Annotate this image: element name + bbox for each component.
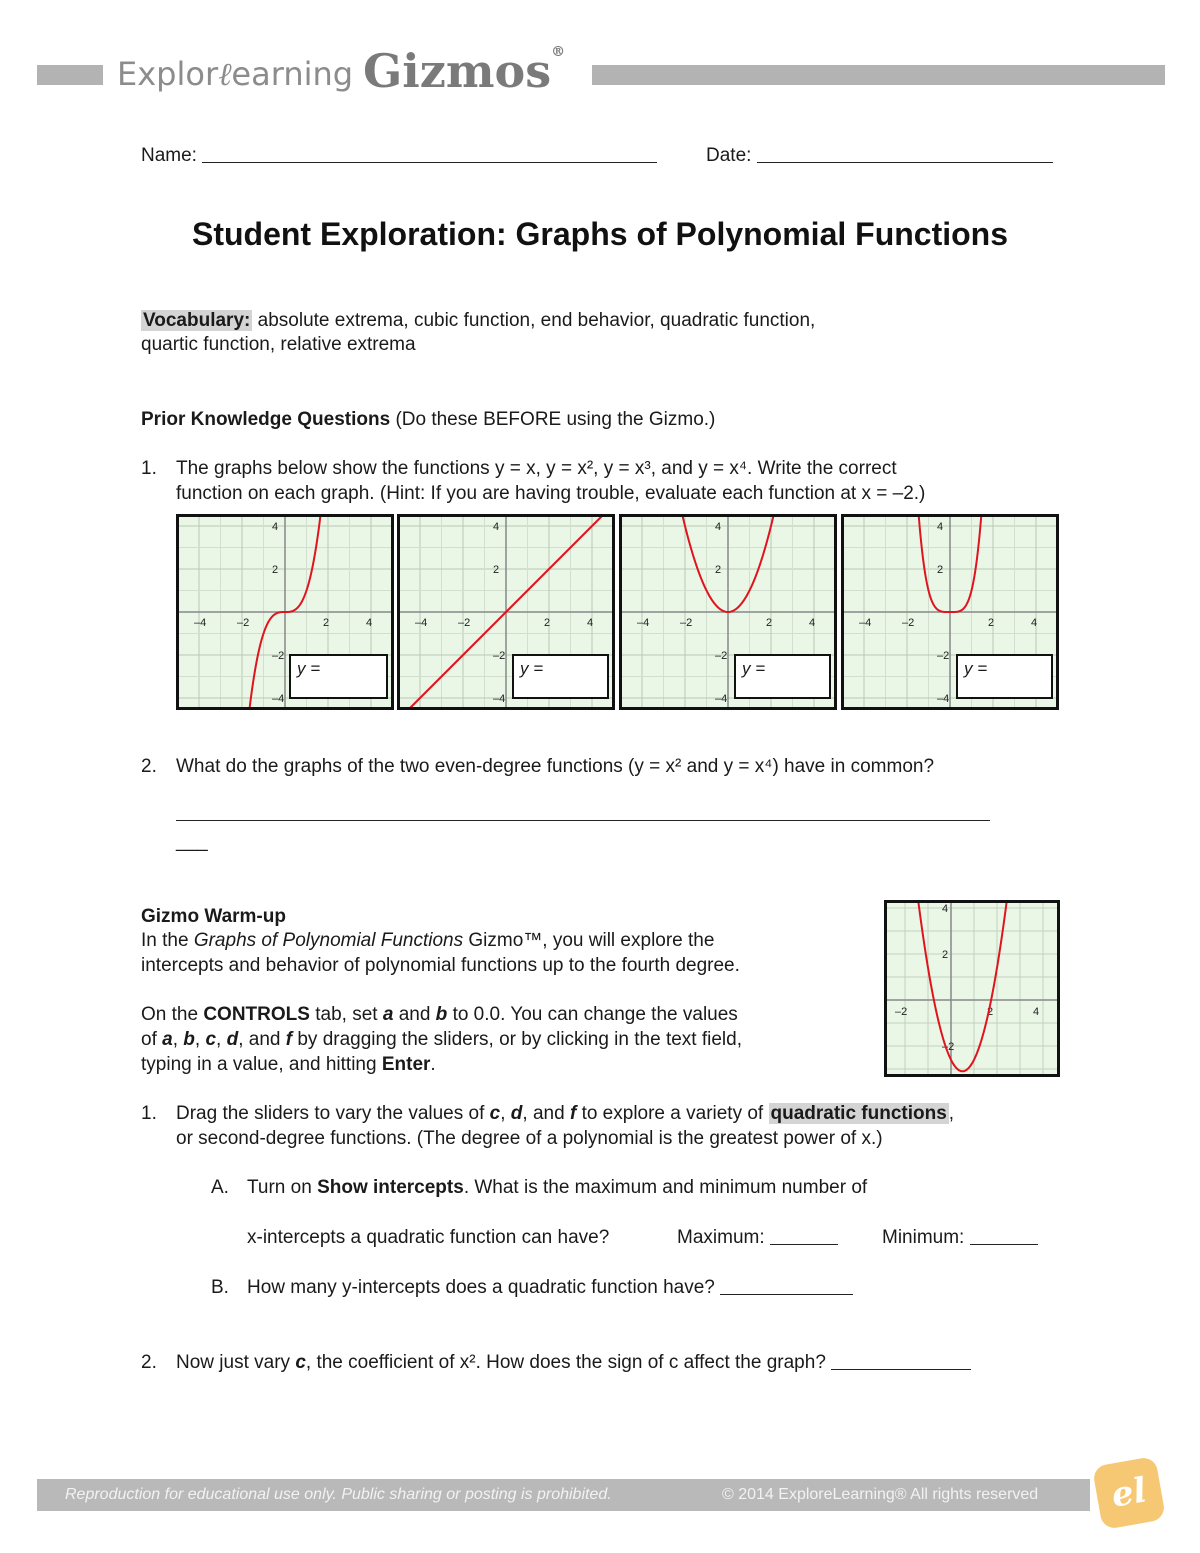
footer-copyright: © 2014 ExploreLearning® All rights reserved [722, 1486, 1039, 1503]
prior-knowledge-heading [141, 408, 715, 432]
maximum-answer-line[interactable] [770, 1227, 838, 1245]
explorelearning-logo [117, 55, 353, 93]
answer-box-2-label: y = [520, 659, 544, 678]
q1-line-2: or second-degree functions. (The degree of a polynomial is the greatest power of x.) [176, 1128, 883, 1149]
prior-q1-line-2: function on each graph. (Hint: If you are having trouble, evaluate each function at x = –2.) [176, 483, 926, 504]
x-tick-label: 4 [1033, 1006, 1040, 1018]
date-line[interactable] [757, 144, 1053, 163]
logo-script-l: ℓ [218, 55, 232, 93]
answer-box-3-label: y = [742, 659, 766, 678]
x-tick-label: –2 [895, 1006, 908, 1018]
x-tick-label: 4 [587, 617, 594, 629]
prior-heading-note: (Do these BEFORE using the Gizmo.) [395, 409, 716, 430]
y-tick-label: 2 [272, 564, 279, 576]
qA-maximum [677, 1226, 838, 1250]
logo-part-2: earning [231, 55, 354, 93]
graph-quartic [841, 514, 1059, 710]
var-b: b [435, 1004, 448, 1025]
q2-line [176, 1351, 971, 1375]
y-tick-label: –2 [272, 650, 285, 662]
q2-var-c: c [295, 1352, 306, 1373]
y-tick-label: –2 [493, 650, 506, 662]
q1-var-c: c [489, 1103, 501, 1124]
q2-b: , the coefficient of x². How does the sign of c affect the graph? [305, 1352, 826, 1373]
el-badge-text: el [1108, 1470, 1150, 1516]
y-tick-label: 2 [493, 564, 500, 576]
prior-q2-number: 2. [141, 756, 157, 777]
prior-q2-tail: ___ [176, 831, 208, 852]
p2-line-3-a: typing in a value, and hitting [141, 1054, 377, 1075]
answer-box-2[interactable] [512, 654, 609, 699]
answer-box-4[interactable] [956, 654, 1053, 699]
p2-d: to 0.0. You can change the values [452, 1004, 738, 1025]
header-bar-left [37, 65, 103, 85]
y-tick-label: –4 [715, 693, 728, 705]
var-c: c [205, 1029, 217, 1050]
warmup-p2-line-2: of a, b, c, d, and f by dragging the sliders, or by clicking in the text field, [141, 1029, 742, 1050]
x-tick-label: –2 [237, 617, 250, 629]
qA-line-1 [247, 1176, 867, 1200]
q1-b: to explore a variety of [581, 1103, 764, 1124]
p2-c: and [398, 1004, 431, 1025]
p2-of: of [141, 1029, 157, 1050]
answer-box-3[interactable] [734, 654, 831, 699]
qA-minimum [882, 1226, 1038, 1250]
q1-var-f: f [569, 1103, 577, 1124]
gizmos-logo [363, 44, 565, 98]
el-badge-icon [1092, 1456, 1166, 1530]
prior-heading-bold: Prior Knowledge Questions [141, 409, 391, 430]
x-tick-label: 2 [323, 617, 330, 629]
warmup-p2-line-3: typing in a value, and hitting Enter. [141, 1054, 436, 1075]
graph-linear [397, 514, 615, 710]
date-label: Date: [706, 145, 752, 166]
y-tick-label: 4 [942, 903, 949, 915]
x-tick-label: 2 [766, 617, 773, 629]
warmup-p1-line-2: intercepts and behavior of polynomial functions up to the fourth degree. [141, 955, 740, 976]
y-tick-label: –2 [942, 1041, 955, 1053]
warmup-p2-line-1 [141, 1003, 738, 1027]
x-tick-label: 2 [988, 617, 995, 629]
y-tick-label: 2 [937, 564, 944, 576]
answer-box-1[interactable] [289, 654, 388, 699]
qA-line-2-text: x-intercepts a quadratic function can have? [247, 1227, 610, 1248]
q2-answer-line[interactable] [831, 1352, 971, 1370]
var-b-2: b [183, 1029, 195, 1050]
vocabulary-label: Vocabulary: [143, 310, 251, 331]
maximum-label: Maximum: [677, 1227, 765, 1248]
footer-bar [37, 1479, 1090, 1511]
graph-cubic [176, 514, 394, 710]
minimum-label: Minimum: [882, 1227, 965, 1248]
gizmos-wordmark: Gizmos [363, 44, 552, 98]
header-bar-right [592, 65, 1165, 85]
registered-mark: ® [551, 44, 566, 60]
q1-a: Drag the sliders to vary the values of [176, 1103, 485, 1124]
x-tick-label: 2 [544, 617, 551, 629]
graph-quadratic [619, 514, 837, 710]
minimum-answer-line[interactable] [970, 1227, 1038, 1245]
q1-line-1: Drag the sliders to vary the values of c, d, and f to explore a variety of quadratic functions , [176, 1103, 955, 1124]
x-tick-label: –2 [902, 617, 915, 629]
y-tick-label: 4 [272, 521, 279, 533]
x-tick-label: 4 [366, 617, 373, 629]
p2-a: On the [141, 1004, 199, 1025]
warmup-gizmo-title: Graphs of Polynomial Functions [193, 930, 464, 951]
date-field [706, 144, 1053, 168]
x-tick-label: 4 [809, 617, 816, 629]
prior-q2-text: What do the graphs of the two even-degree functions (y = x² and y = x⁴) have in common? [176, 756, 935, 777]
p2-b: tab, set [315, 1004, 378, 1025]
q1-number: 1. [141, 1103, 157, 1124]
name-field [141, 144, 657, 168]
y-tick-label: –4 [937, 693, 950, 705]
qA-a: Turn on [247, 1177, 312, 1198]
warmup-p1-line-1 [141, 929, 714, 953]
footer-disclaimer: Reproduction for educational use only. Public sharing or posting is prohibited. [65, 1486, 612, 1503]
var-a-2: a [162, 1029, 173, 1050]
x-tick-label: 4 [1031, 617, 1038, 629]
qA-line-2 [247, 1226, 609, 1250]
q2-a: Now just vary [176, 1352, 291, 1373]
warmup-p1-b: Gizmo™, you will explore the [468, 930, 715, 951]
quadratic-functions-highlight: quadratic functions [770, 1103, 947, 1124]
warmup-heading: Gizmo Warm-up [141, 906, 286, 927]
qB-label: B. [211, 1277, 229, 1298]
warmup-graph [884, 900, 1060, 1077]
x-tick-label: –2 [458, 617, 471, 629]
p2-line-2-b: by dragging the sliders, or by clicking in the text field, [297, 1029, 742, 1050]
y-tick-label: –2 [715, 650, 728, 662]
x-tick-label: –4 [859, 617, 872, 629]
qB-answer-line[interactable] [720, 1277, 853, 1295]
q2-number: 2. [141, 1352, 157, 1373]
y-tick-label: 2 [942, 949, 949, 961]
name-label: Name: [141, 145, 197, 166]
x-tick-label: –2 [680, 617, 693, 629]
y-tick-label: –2 [937, 650, 950, 662]
warmup-p1-a: In the [141, 930, 189, 951]
show-intercepts-label: Show intercepts [317, 1177, 464, 1198]
prior-q1-line-1: The graphs below show the functions y = x, y = x², y = x³, and y = x⁴. Write the correct [176, 458, 897, 479]
page-title: Student Exploration: Graphs of Polynomial Functions [191, 216, 1009, 252]
var-a: a [382, 1004, 394, 1025]
x-tick-label: 2 [987, 1006, 994, 1018]
prior-q1-number: 1. [141, 458, 157, 479]
q1-var-d: d [510, 1103, 523, 1124]
vocabulary [141, 309, 815, 333]
y-tick-label: –4 [493, 693, 506, 705]
qB-text: How many y-intercepts does a quadratic function have? [247, 1277, 715, 1298]
vocabulary-line-2: quartic function, relative extrema [141, 334, 416, 355]
y-tick-label: –4 [272, 693, 285, 705]
answer-box-4-label: y = [964, 659, 988, 678]
prior-q2-answer-line[interactable] [176, 806, 990, 821]
answer-box-1-label: y = [297, 659, 321, 678]
y-tick-label: 4 [493, 521, 500, 533]
var-f: f [285, 1029, 293, 1050]
var-d: d [226, 1029, 239, 1050]
qB-line [247, 1276, 853, 1300]
logo-part-1: Explor [117, 55, 219, 93]
qA-b: . What is the maximum and minimum number of [463, 1177, 868, 1198]
y-tick-label: 4 [715, 521, 722, 533]
x-tick-label: –4 [637, 617, 650, 629]
x-tick-label: –4 [415, 617, 428, 629]
vocabulary-line-1: absolute extrema, cubic function, end behavior, quadratic function, [257, 310, 816, 331]
qA-label: A. [211, 1177, 229, 1198]
x-tick-label: –4 [194, 617, 207, 629]
enter-key-label: Enter [381, 1054, 431, 1075]
warmup-graph-svg [887, 903, 1057, 1074]
y-tick-label: 2 [715, 564, 722, 576]
name-line[interactable] [202, 144, 657, 163]
controls-tab-label: CONTROLS [203, 1004, 310, 1025]
y-tick-label: 4 [937, 521, 944, 533]
